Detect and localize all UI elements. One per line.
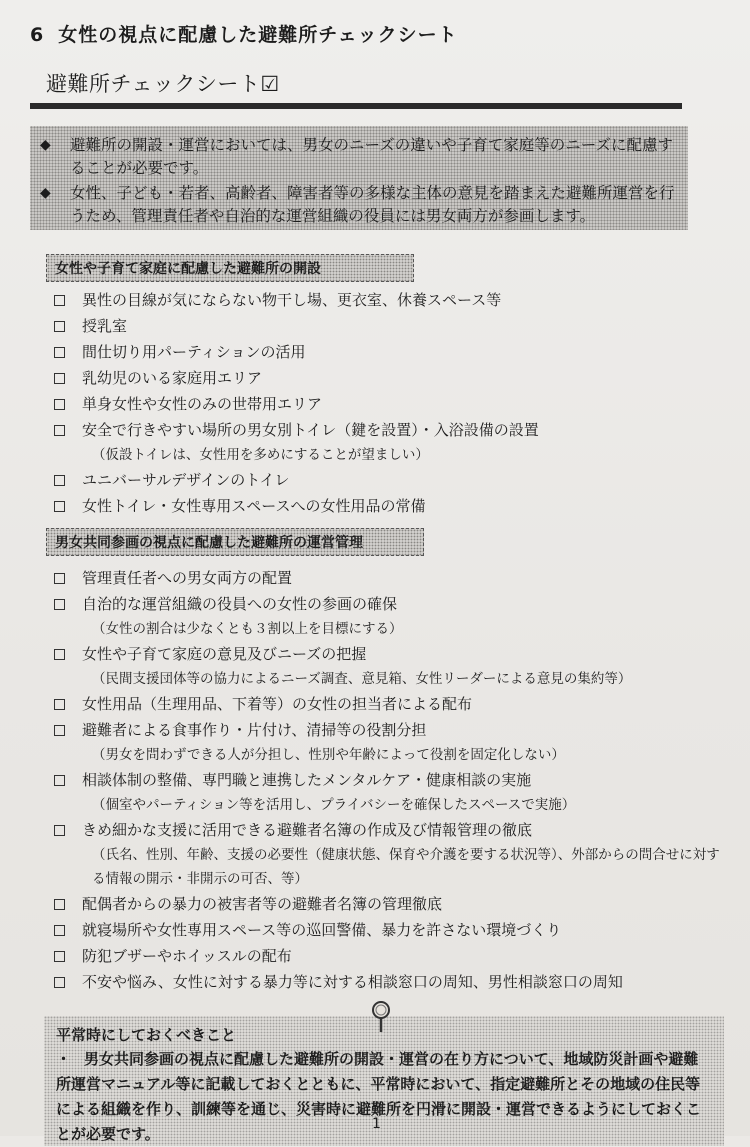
item-text: 異性の目線が気にならない物干し場、更衣室、休養スペース等	[82, 291, 502, 309]
checklist-item	[50, 366, 730, 391]
checklist-item	[50, 592, 730, 641]
item-text: 女性や子育て家庭の意見及びニーズの把握	[82, 645, 367, 663]
checklist-item	[50, 718, 730, 767]
checklist-item	[50, 340, 730, 365]
checklist-item	[50, 468, 730, 493]
checkbox-icon[interactable]	[54, 775, 65, 786]
checkbox-icon[interactable]	[54, 951, 65, 962]
section-title-text: 女性の視点に配慮した避難所チェックシート	[58, 24, 458, 46]
checklist-item	[50, 918, 730, 943]
item-note: （女性の割合は少なくとも３割以上を目標にする）	[92, 621, 403, 637]
item-text: 安全で行きやすい場所の男女別トイレ（鍵を設置）・入浴設備の設置	[82, 421, 539, 439]
checkbox-icon[interactable]	[54, 825, 65, 836]
checklist-item	[50, 944, 730, 969]
checklist-item	[50, 892, 730, 917]
checkbox-icon[interactable]	[54, 699, 65, 710]
section-title	[30, 20, 458, 47]
checkbox-icon[interactable]	[54, 347, 65, 358]
section-number: 6	[30, 24, 45, 46]
checkbox-icon[interactable]	[54, 295, 65, 306]
item-text: 就寝場所や女性専用スペース等の巡回警備、暴力を許さない環境づくり	[82, 921, 562, 939]
checkbox-icon[interactable]	[54, 475, 65, 486]
bullet-dot-icon: ・	[56, 1050, 72, 1068]
checklist-item	[50, 970, 730, 995]
checkbox-icon[interactable]	[54, 573, 65, 584]
checkbox-icon[interactable]	[54, 373, 65, 384]
intro-text: 女性、子ども・若者、高齢者、障害者等の多様な主体の意見を踏まえた避難所運営を行うため、管理責任者や自治的な運営組織の役員には男女両方が参画します。	[70, 184, 675, 225]
checklist-item	[50, 768, 730, 817]
checkbox-icon[interactable]	[54, 321, 65, 332]
item-text: 単身女性や女性のみの世帯用エリア	[82, 395, 323, 413]
item-note: （民間支援団体等の協力によるニーズ調査、意見箱、女性リーダーによる意見の集約等）	[92, 671, 632, 687]
checklist-item	[50, 494, 730, 519]
category-heading-opening: 女性や子育て家庭に配慮した避難所の開設	[46, 254, 414, 282]
item-text: 配偶者からの暴力の被害者等の避難者名簿の管理徹底	[82, 895, 443, 913]
checklist-item	[50, 566, 730, 591]
item-text: 不安や悩み、女性に対する暴力等に対する相談窓口の周知、男性相談窓口の周知	[82, 973, 623, 991]
checkbox-icon[interactable]	[54, 649, 65, 660]
checklist-item	[50, 418, 730, 467]
item-text: 防犯ブザーやホイッスルの配布	[82, 947, 292, 965]
item-text: きめ細かな支援に活用できる避難者名簿の作成及び情報管理の徹底	[82, 821, 533, 839]
checklist-item	[50, 288, 730, 313]
item-note: （氏名、性別、年齢、支援の必要性（健康状態、保育や介護を要する状況等）、外部からの問合せに対する情報の開示・非開示の可否、等）	[92, 847, 720, 887]
checkbox-icon[interactable]	[54, 399, 65, 410]
item-note: （仮設トイレは、女性用を多めにすることが望ましい）	[92, 447, 429, 463]
checkbox-icon[interactable]	[54, 425, 65, 436]
checkbox-icon[interactable]	[54, 501, 65, 512]
checkbox-icon[interactable]	[54, 599, 65, 610]
item-text: 授乳室	[82, 317, 128, 335]
intro-box	[30, 126, 688, 230]
item-text: 避難者による食事作り・片付け、清掃等の役割分担	[82, 721, 427, 739]
title-underline	[30, 103, 682, 109]
intro-text: 避難所の開設・運営においては、男女のニーズの違いや子育て家庭等のニーズに配慮することが必要です。	[70, 136, 673, 177]
diamond-bullet-icon: ◆	[40, 137, 51, 153]
item-note: （個室やパーティション等を活用し、プライバシーを確保したスペースで実施）	[92, 797, 576, 813]
item-text: ユニバーサルデザインのトイレ	[82, 471, 290, 489]
intro-item	[40, 134, 680, 180]
page-number: 1	[372, 1116, 381, 1132]
magnifier-icon	[368, 1000, 394, 1034]
checklist-opening	[50, 288, 730, 520]
normal-times-text	[56, 1047, 712, 1147]
checklist-item	[50, 818, 730, 891]
checklist-subtitle: 避難所チェックシート☑	[46, 72, 280, 96]
checkbox-icon[interactable]	[54, 899, 65, 910]
checklist-item	[50, 692, 730, 717]
checkbox-icon[interactable]	[54, 925, 65, 936]
item-note: （男女を問わずできる人が分担し、性別や年齢によって役割を固定化しない）	[92, 747, 565, 763]
category-heading-management: 男女共同参画の視点に配慮した避難所の運営管理	[46, 528, 424, 556]
item-text: 女性用品（生理用品、下着等）の女性の担当者による配布	[82, 695, 473, 713]
item-text: 自治的な運営組織の役員への女性の参画の確保	[82, 595, 398, 613]
item-text: 乳幼児のいる家庭用エリア	[82, 369, 263, 387]
item-text: 間仕切り用パーティションの活用	[82, 343, 306, 361]
diamond-bullet-icon: ◆	[40, 185, 51, 201]
checkbox-icon[interactable]	[54, 977, 65, 988]
checklist-item	[50, 392, 730, 417]
normal-times-heading: 平常時にしておくべきこと	[56, 1026, 237, 1044]
normal-times-body: 男女共同参画の視点に配慮した避難所の開設・運営の在り方について、地域防災計画や避難所運営マニュアル等に記載しておくとともに、平常時において、指定避難所とその地域の住民等による組織を作り、訓練等を通じ、災害時に避難所を円滑に開設・運営できるようにしておくことが必要です。	[56, 1050, 702, 1143]
normal-times-box	[44, 1016, 724, 1146]
item-text: 相談体制の整備、専門職と連携したメンタルケア・健康相談の実施	[82, 771, 532, 789]
intro-item	[40, 182, 680, 228]
item-text: 女性トイレ・女性専用スペースへの女性用品の常備	[82, 497, 426, 515]
checklist-management	[50, 566, 730, 996]
checklist-item	[50, 642, 730, 691]
checkbox-icon[interactable]	[54, 725, 65, 736]
checklist-item	[50, 314, 730, 339]
item-text: 管理責任者への男女両方の配置	[82, 569, 293, 587]
